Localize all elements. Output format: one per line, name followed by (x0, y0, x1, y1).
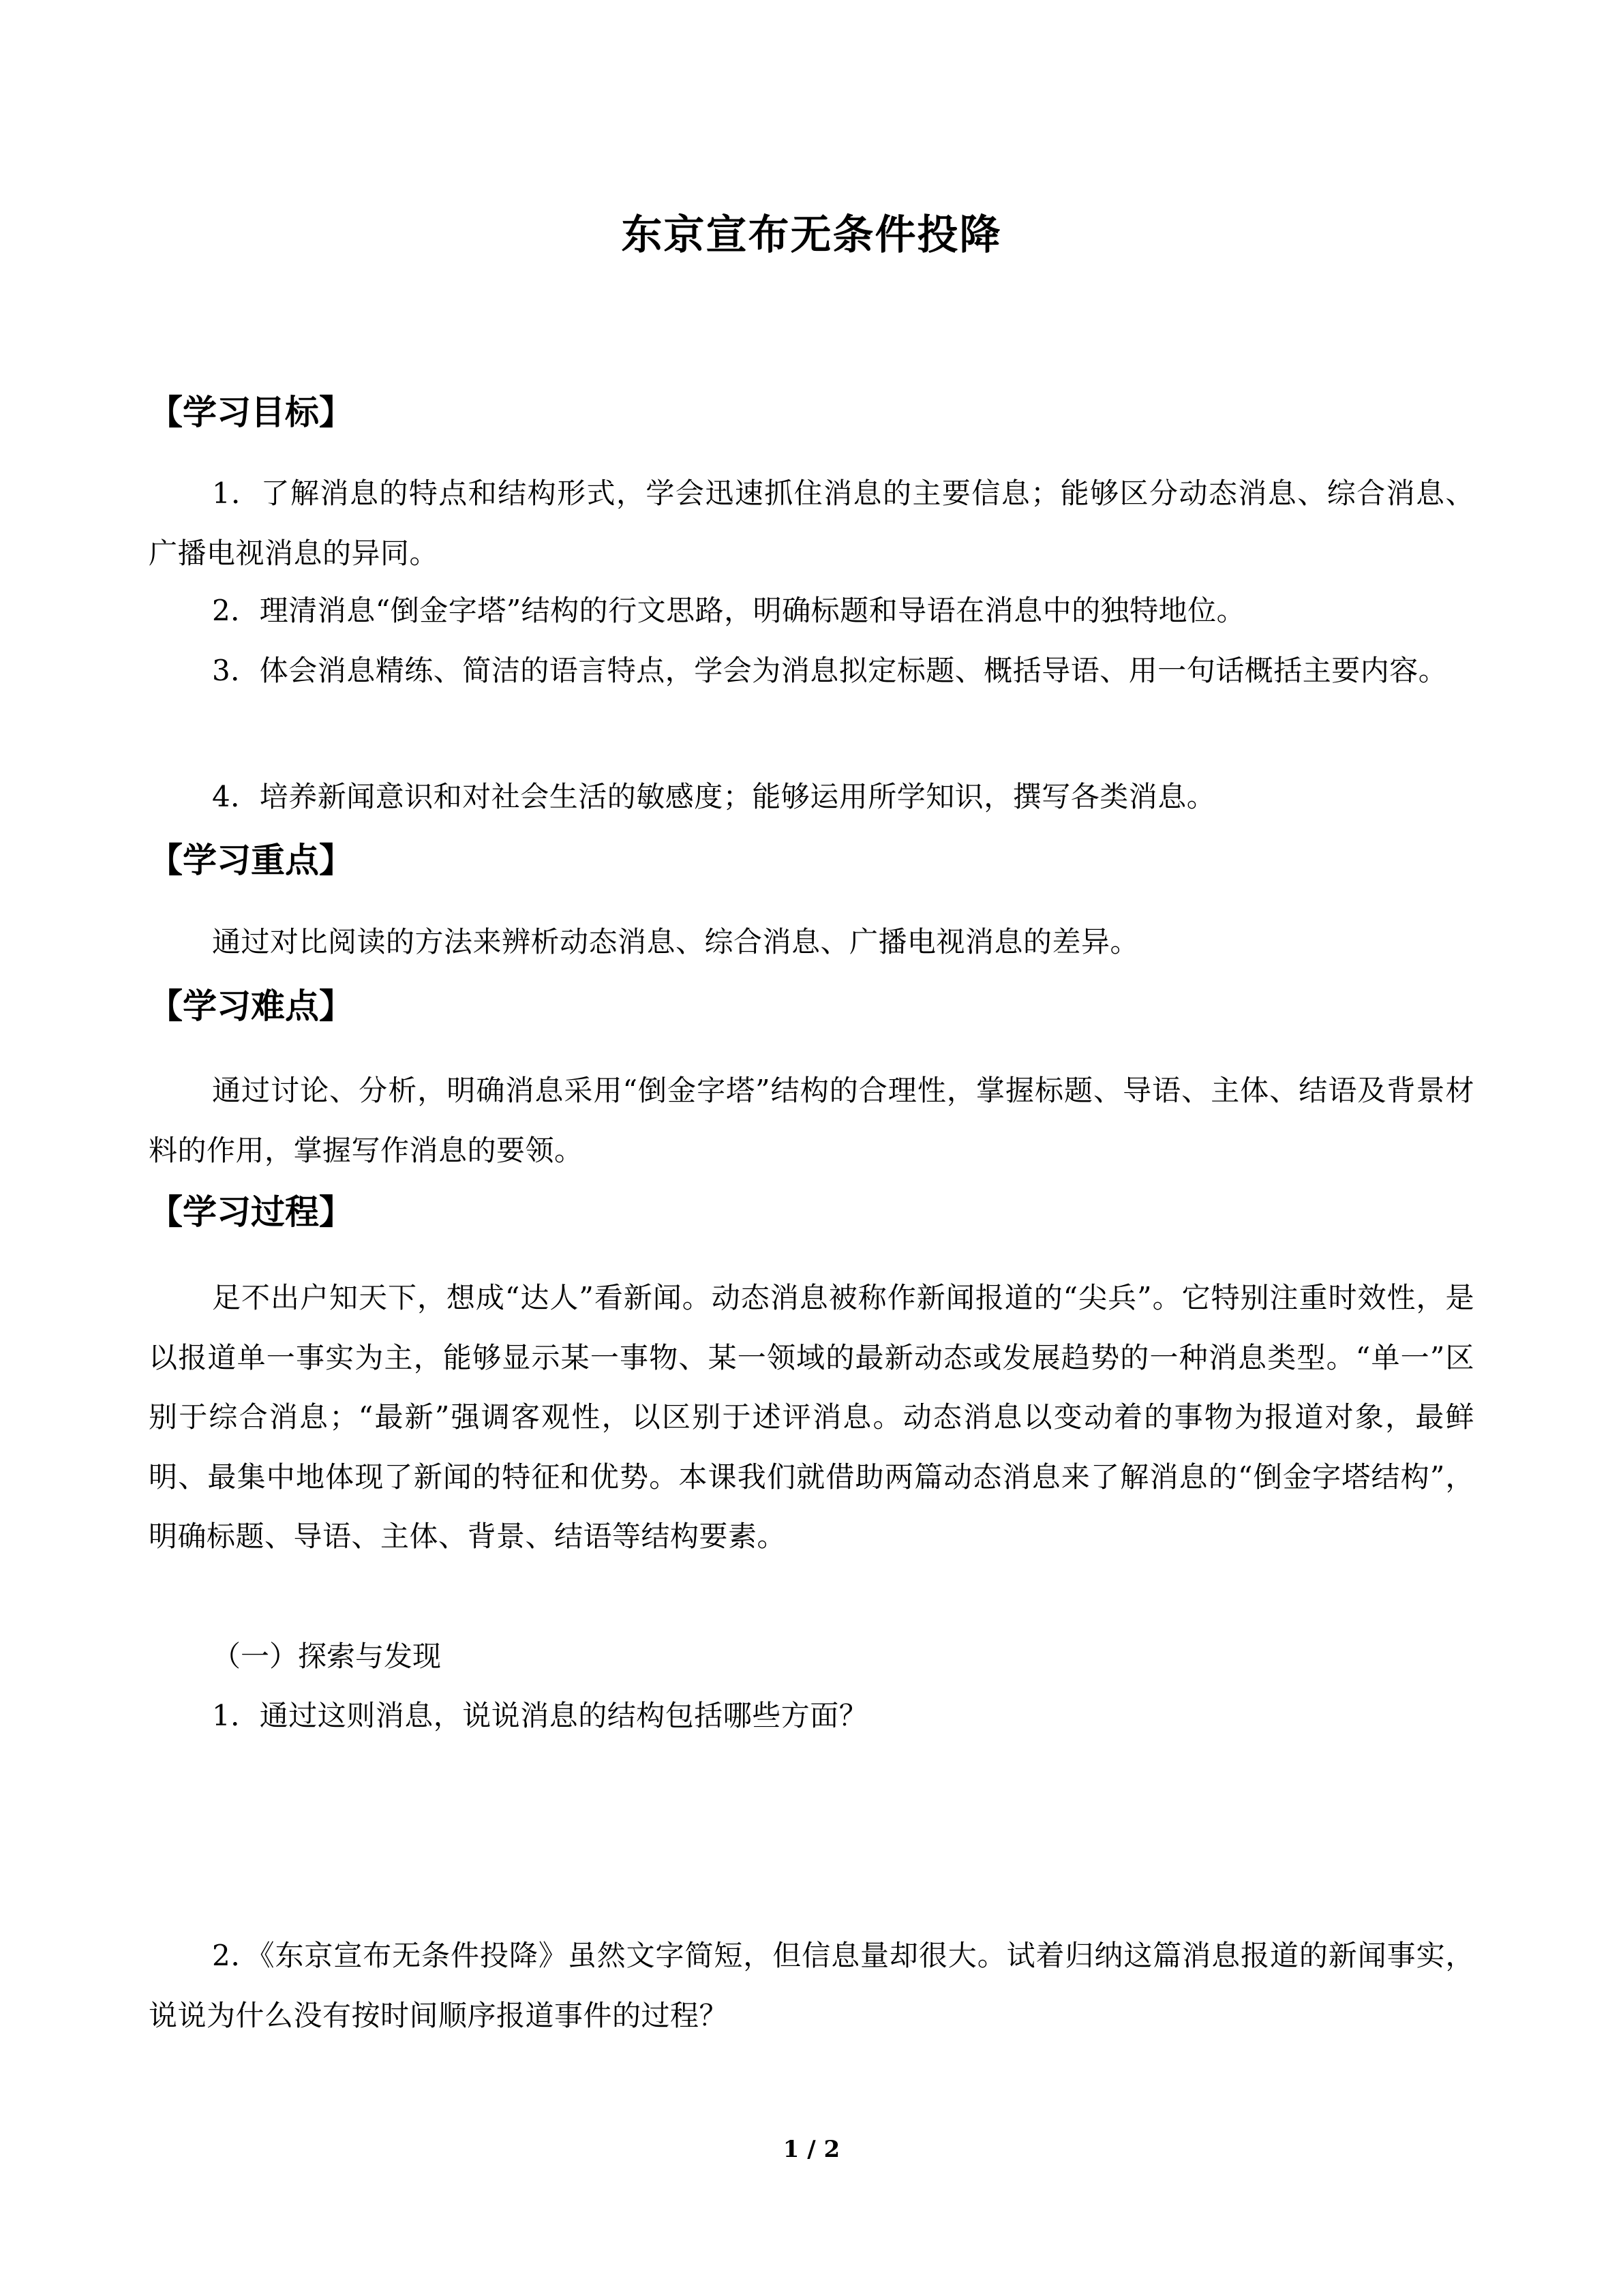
key-points-text: 通过对比阅读的方法来辨析动态消息、综合消息、广播电视消息的差异。 (212, 925, 1140, 958)
process-heading: 【学习过程】 (149, 1192, 353, 1232)
objective-item-2: 2．理清消息“倒金字塔”结构的行文思路，明确标题和导语在消息中的独特地位。 (212, 594, 1246, 627)
objective-item-1: 1．了解消息的特点和结构形式，学会迅速抓住消息的主要信息；能够区分动态消息、综合消息、广播电视消息的异同。 (149, 477, 1474, 570)
key-points-heading: 【学习重点】 (149, 841, 353, 880)
difficulties-text: 通过讨论、分析，明确消息采用“倒金字塔”结构的合理性，掌握标题、导语、主体、结语及背景材料的作用，掌握写作消息的要领。 (149, 1074, 1474, 1167)
objective-item-3: 3．体会消息精练、简洁的语言特点，学会为消息拟定标题、概括导语、用一句话概括主要内容。 (212, 654, 1448, 687)
difficulties-heading: 【学习难点】 (149, 986, 353, 1026)
page-number: 1 / 2 (783, 2136, 840, 2163)
objective-item-4: 4．培养新闻意识和对社会生活的敏感度；能够运用所学知识，撰写各类消息。 (212, 780, 1216, 813)
question-1: 1．通过这则消息，说说消息的结构包括哪些方面？ (212, 1699, 868, 1732)
process-intro: 足不出户知天下，想成“达人”看新闻。动态消息被称作新闻报道的“尖兵”。它特别注重时效性，是以报道单一事实为主，能够显示某一事物、某一领域的最新动态或发展趋势的一种消息类型。“单一”区别于综合消息；“最新”强调客观性，以区别于述评消息。动态消息以变动着的事物为报道对象，最鲜明、最集中地体现了新闻的特征和优势。本课我们就借助两篇动态消息来了解消息的“倒金字塔结构”，明确标题、导语、主体、背景、结语等结构要素。 (149, 1281, 1474, 1553)
subsection-explore: （一）探索与发现 (212, 1640, 442, 1673)
objectives-heading: 【学习目标】 (149, 393, 353, 432)
question-2: 2．《东京宣布无条件投降》虽然文字简短，但信息量却很大。试着归纳这篇消息报道的新闻事实，说说为什么没有按时间顺序报道事件的过程？ (149, 1939, 1474, 2032)
document-title: 东京宣布无条件投降 (621, 211, 1002, 259)
